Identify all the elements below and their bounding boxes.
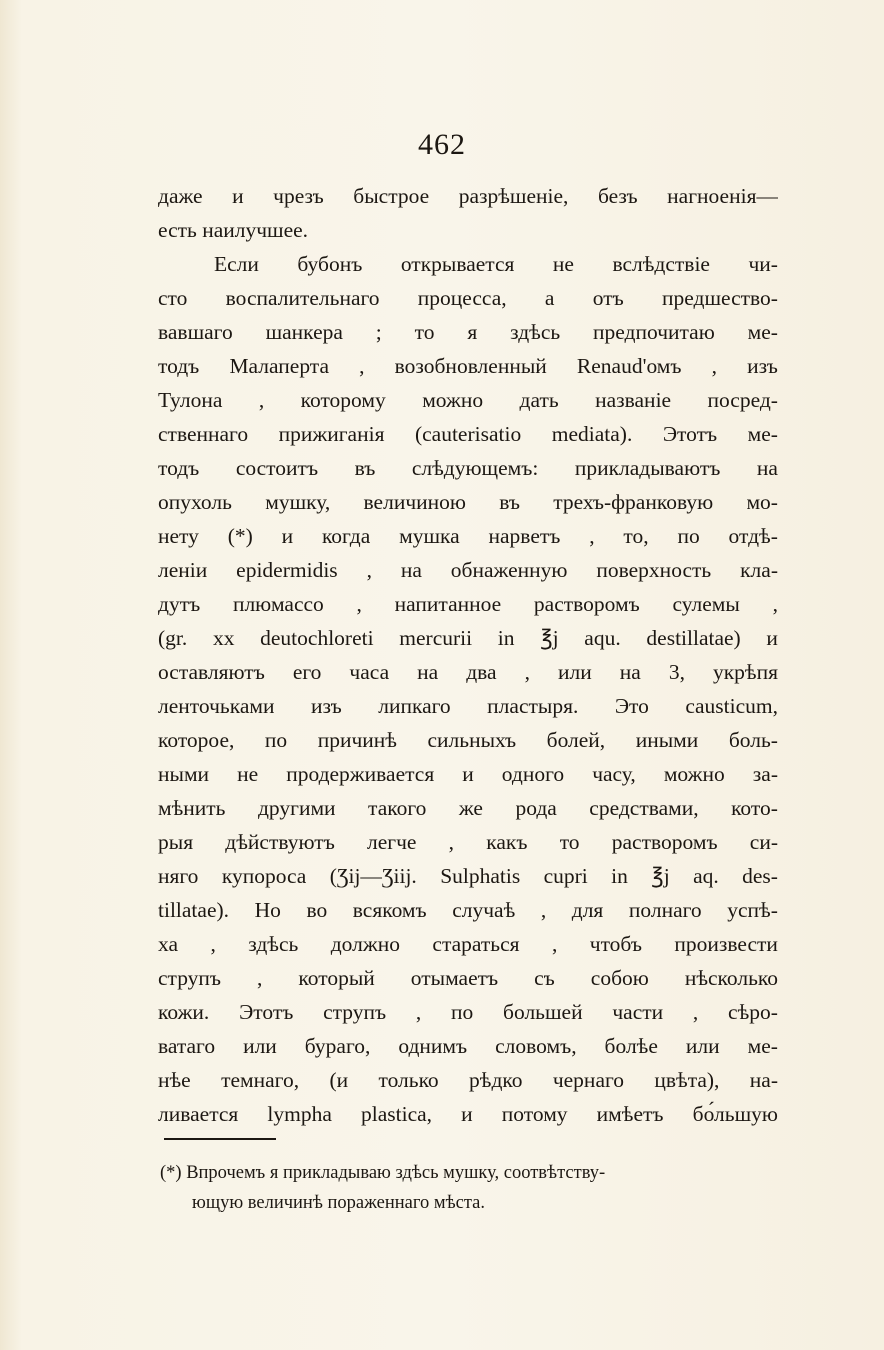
word: укрѣпя: [712, 660, 778, 684]
word: части: [612, 1000, 664, 1024]
word: ливается: [158, 1102, 239, 1126]
footnote-line: ющую величинѣ пораженнаго мѣста.: [192, 1193, 485, 1213]
word: имѣетъ: [596, 1102, 664, 1126]
word: для: [571, 898, 604, 922]
word: рыя: [158, 830, 194, 854]
word: однимъ: [398, 1034, 468, 1058]
word: 3,: [668, 660, 685, 684]
text-line: [158, 485, 778, 519]
text-line: [158, 621, 778, 655]
word: величиною: [363, 490, 466, 514]
word: боль-: [728, 728, 778, 752]
word: мушка: [399, 524, 460, 548]
word: ме-: [747, 320, 778, 344]
word: мо-: [746, 490, 778, 514]
word: цвѣта),: [654, 1068, 720, 1092]
word: два: [466, 660, 497, 684]
word: и: [281, 524, 294, 548]
word: тодъ: [158, 456, 200, 480]
word: во: [306, 898, 328, 922]
word: си-: [749, 830, 778, 854]
text-line: [158, 587, 778, 621]
word: купороса: [221, 864, 307, 888]
word: рѣдко: [469, 1068, 523, 1092]
text-line: [158, 927, 778, 961]
word: ,: [711, 354, 718, 378]
word: трехъ-франковую: [553, 490, 714, 514]
word: сѣро-: [728, 1000, 778, 1024]
word: другими: [257, 796, 336, 820]
word: названіе: [595, 388, 672, 412]
word: можно: [663, 762, 725, 786]
word: няго: [158, 864, 199, 888]
word: ,: [258, 388, 265, 412]
word: по: [677, 524, 700, 548]
word: не: [237, 762, 259, 786]
word: ,: [366, 558, 372, 582]
word: часа: [349, 660, 390, 684]
text-line: [158, 1097, 778, 1131]
word: xx: [212, 626, 235, 650]
word: ;: [375, 320, 382, 344]
word: тодъ: [158, 354, 200, 378]
word: полнаго: [628, 898, 702, 922]
word: lympha: [267, 1102, 332, 1126]
word: шанкера: [265, 320, 343, 344]
word: epidermidis: [236, 558, 338, 582]
word: deutochloreti: [260, 626, 374, 650]
text-line: [158, 655, 778, 689]
word: tillatae).: [158, 898, 230, 922]
word: Sulphatis: [440, 864, 521, 888]
text-line: [158, 825, 778, 859]
word: можно: [422, 388, 484, 412]
word: и: [461, 1102, 473, 1126]
word: стараться: [432, 932, 520, 956]
word: растворомъ: [611, 830, 718, 854]
word: опухоль: [158, 490, 232, 514]
word: леніи: [158, 558, 208, 582]
text-line: [158, 859, 778, 893]
text-line: [158, 179, 778, 213]
word: на: [400, 558, 422, 582]
footnote-rule: [164, 1138, 276, 1140]
word: ,: [551, 932, 558, 956]
word: посред-: [707, 388, 778, 412]
word: сильныхъ: [427, 728, 517, 752]
text-line: [158, 519, 778, 553]
word: прикладываютъ: [574, 456, 721, 480]
word: на: [619, 660, 641, 684]
word: ,: [257, 966, 263, 990]
word: часу,: [592, 762, 636, 786]
word: ,: [448, 830, 455, 854]
word: Этотъ: [239, 1000, 294, 1024]
word: слѣдующемъ:: [411, 456, 539, 480]
word: продерживается: [286, 762, 435, 786]
footnote-line: (*) Впрочемъ я прикладываю здѣсь мушку, соотвѣтству-: [160, 1163, 606, 1183]
text-line: есть наилучшее.: [158, 218, 309, 242]
word: дѣйствуютъ: [225, 830, 335, 854]
word: или: [685, 1034, 720, 1058]
word: большей: [503, 1000, 583, 1024]
text-line: [158, 349, 778, 383]
word: ,: [356, 592, 362, 616]
word: на-: [749, 1068, 778, 1092]
word: кла-: [740, 558, 778, 582]
word: или: [558, 660, 592, 684]
word: здѣсь: [510, 320, 561, 344]
word: нету: [158, 524, 199, 548]
word: то,: [623, 524, 649, 548]
text-line: [158, 723, 778, 757]
word: ,: [540, 898, 547, 922]
word: изъ: [310, 694, 342, 718]
word: же: [458, 796, 483, 820]
word: всякомъ: [352, 898, 427, 922]
word: ,: [524, 660, 530, 684]
word: ℥j: [651, 864, 670, 888]
word: aq.: [693, 864, 719, 888]
word: ными: [158, 762, 210, 786]
word: mediata).: [551, 422, 633, 446]
word: кото-: [731, 796, 778, 820]
word: (Ʒij—Ʒiij.: [329, 864, 417, 888]
word: Это: [614, 694, 649, 718]
word: бубонъ: [297, 252, 363, 276]
text-line: [158, 247, 778, 281]
word: ватаго: [158, 1034, 216, 1058]
word: ,: [772, 592, 778, 616]
word: должно: [330, 932, 400, 956]
word: бо́льшую: [692, 1102, 778, 1126]
word: нѣе: [158, 1068, 191, 1092]
word: Тулона: [158, 388, 223, 412]
word: его: [292, 660, 322, 684]
main-text: [158, 179, 778, 1131]
word: in: [611, 864, 628, 888]
word: а: [544, 286, 555, 310]
word: causticum,: [685, 694, 778, 718]
text-line: [158, 1063, 778, 1097]
word: ,: [589, 524, 595, 548]
word: aqu.: [584, 626, 621, 650]
word: ,: [359, 354, 365, 378]
word: по: [451, 1000, 474, 1024]
word: нѣсколько: [684, 966, 778, 990]
word: растворомъ: [533, 592, 640, 616]
word: дутъ: [158, 592, 201, 616]
text-line: [158, 417, 778, 451]
word: destillatae): [646, 626, 741, 650]
word: сто: [158, 286, 188, 310]
text-line: [158, 791, 778, 825]
word: отымаетъ: [410, 966, 499, 990]
word: Малаперта: [229, 354, 329, 378]
word: который: [298, 966, 375, 990]
text-line: [158, 893, 778, 927]
word: успѣ-: [727, 898, 778, 922]
word: Renaud'омъ: [576, 354, 682, 378]
word: быстрое: [353, 184, 430, 208]
word: липкаго: [378, 694, 451, 718]
word: такого: [368, 796, 427, 820]
word: средствами,: [589, 796, 699, 820]
word: воспалительнаго: [225, 286, 380, 310]
word: въ: [499, 490, 520, 514]
word: то: [559, 830, 580, 854]
word: произвести: [674, 932, 778, 956]
word: случаѣ: [452, 898, 516, 922]
word: in: [497, 626, 515, 650]
word: отдѣ-: [728, 524, 778, 548]
word: на: [756, 456, 778, 480]
word: ,: [210, 932, 216, 956]
word: обнаженную: [450, 558, 568, 582]
page-number: 462: [418, 128, 466, 161]
word: des-: [742, 864, 778, 888]
word: Но: [254, 898, 281, 922]
text-line: [158, 1029, 778, 1063]
word: отъ: [592, 286, 624, 310]
word: cupri: [543, 864, 588, 888]
word: ,: [692, 1000, 699, 1024]
text-line: [158, 995, 778, 1029]
word: не: [552, 252, 574, 276]
word: открывается: [400, 252, 515, 276]
word: ,: [415, 1000, 422, 1024]
word: рода: [515, 796, 557, 820]
word: струпъ: [323, 1000, 387, 1024]
word: или: [243, 1034, 277, 1058]
text-line: [158, 315, 778, 349]
word: въ: [354, 456, 376, 480]
word: легче: [367, 830, 417, 854]
word: ме-: [747, 422, 778, 446]
word: здѣсь: [248, 932, 299, 956]
word: бураго,: [304, 1034, 371, 1058]
word: чи-: [748, 252, 778, 276]
word: ха: [158, 932, 179, 956]
word: (gr.: [158, 626, 188, 650]
word: возобновленный: [394, 354, 547, 378]
word: одного: [501, 762, 565, 786]
word: процесса,: [417, 286, 507, 310]
word: чтобъ: [589, 932, 642, 956]
word: которое,: [158, 728, 235, 752]
word: по: [264, 728, 288, 752]
word: состоитъ: [235, 456, 319, 480]
word: (cauterisatio: [414, 422, 522, 446]
word: безъ: [597, 184, 638, 208]
word: я: [467, 320, 478, 344]
word: болей,: [546, 728, 606, 752]
word: мушку,: [265, 490, 331, 514]
word: какъ: [486, 830, 528, 854]
text-line: [158, 961, 778, 995]
text-line: [158, 451, 778, 485]
word: вслѣдствіе: [612, 252, 710, 276]
word: болѣе: [604, 1034, 658, 1058]
word: чернаго: [552, 1068, 625, 1092]
word: темнаго,: [221, 1068, 300, 1092]
word: только: [378, 1068, 439, 1092]
word: изъ: [747, 354, 778, 378]
word: дать: [519, 388, 559, 412]
word: за-: [752, 762, 778, 786]
word: словомъ,: [495, 1034, 577, 1058]
text-line: [158, 281, 778, 315]
word: поверхность: [596, 558, 712, 582]
word: (*): [227, 524, 253, 548]
word: плюмассо: [232, 592, 324, 616]
word: нагноенія—: [667, 184, 778, 208]
word: собою: [590, 966, 649, 990]
word: ℥j: [540, 626, 559, 650]
word: и: [232, 184, 244, 208]
word: разрѣшеніе,: [458, 184, 569, 208]
word: Если: [214, 252, 259, 276]
word: то: [414, 320, 435, 344]
word: прижиганія: [278, 422, 385, 446]
word: вавшаго: [158, 320, 233, 344]
word: предшество-: [661, 286, 778, 310]
word: ме-: [747, 1034, 778, 1058]
word: Этотъ: [662, 422, 718, 446]
word: чрезъ: [273, 184, 324, 208]
word: plastica,: [361, 1102, 433, 1126]
word: напитанное: [394, 592, 502, 616]
text-line: [158, 553, 778, 587]
word: струпъ: [158, 966, 222, 990]
word: потому: [501, 1102, 568, 1126]
word: пластыря.: [487, 694, 579, 718]
word: и: [462, 762, 474, 786]
word: mercurii: [399, 626, 473, 650]
word: оставляютъ: [158, 660, 265, 684]
text-line: [158, 757, 778, 791]
word: кожи.: [158, 1000, 210, 1024]
word: ственнаго: [158, 422, 249, 446]
text-line: [158, 689, 778, 723]
word: предпочитаю: [593, 320, 715, 344]
word: причинѣ: [317, 728, 397, 752]
word: и: [766, 626, 778, 650]
word: мѣнить: [158, 796, 226, 820]
text-line: [158, 383, 778, 417]
word: даже: [158, 184, 203, 208]
word: ленточьками: [158, 694, 275, 718]
word: на: [417, 660, 439, 684]
word: съ: [534, 966, 555, 990]
footnote: [160, 1158, 778, 1218]
word: (и: [329, 1068, 349, 1092]
word: нарветъ: [488, 524, 561, 548]
word: когда: [321, 524, 371, 548]
word: которому: [300, 388, 386, 412]
word: сулемы: [672, 592, 740, 616]
word: иными: [635, 728, 699, 752]
